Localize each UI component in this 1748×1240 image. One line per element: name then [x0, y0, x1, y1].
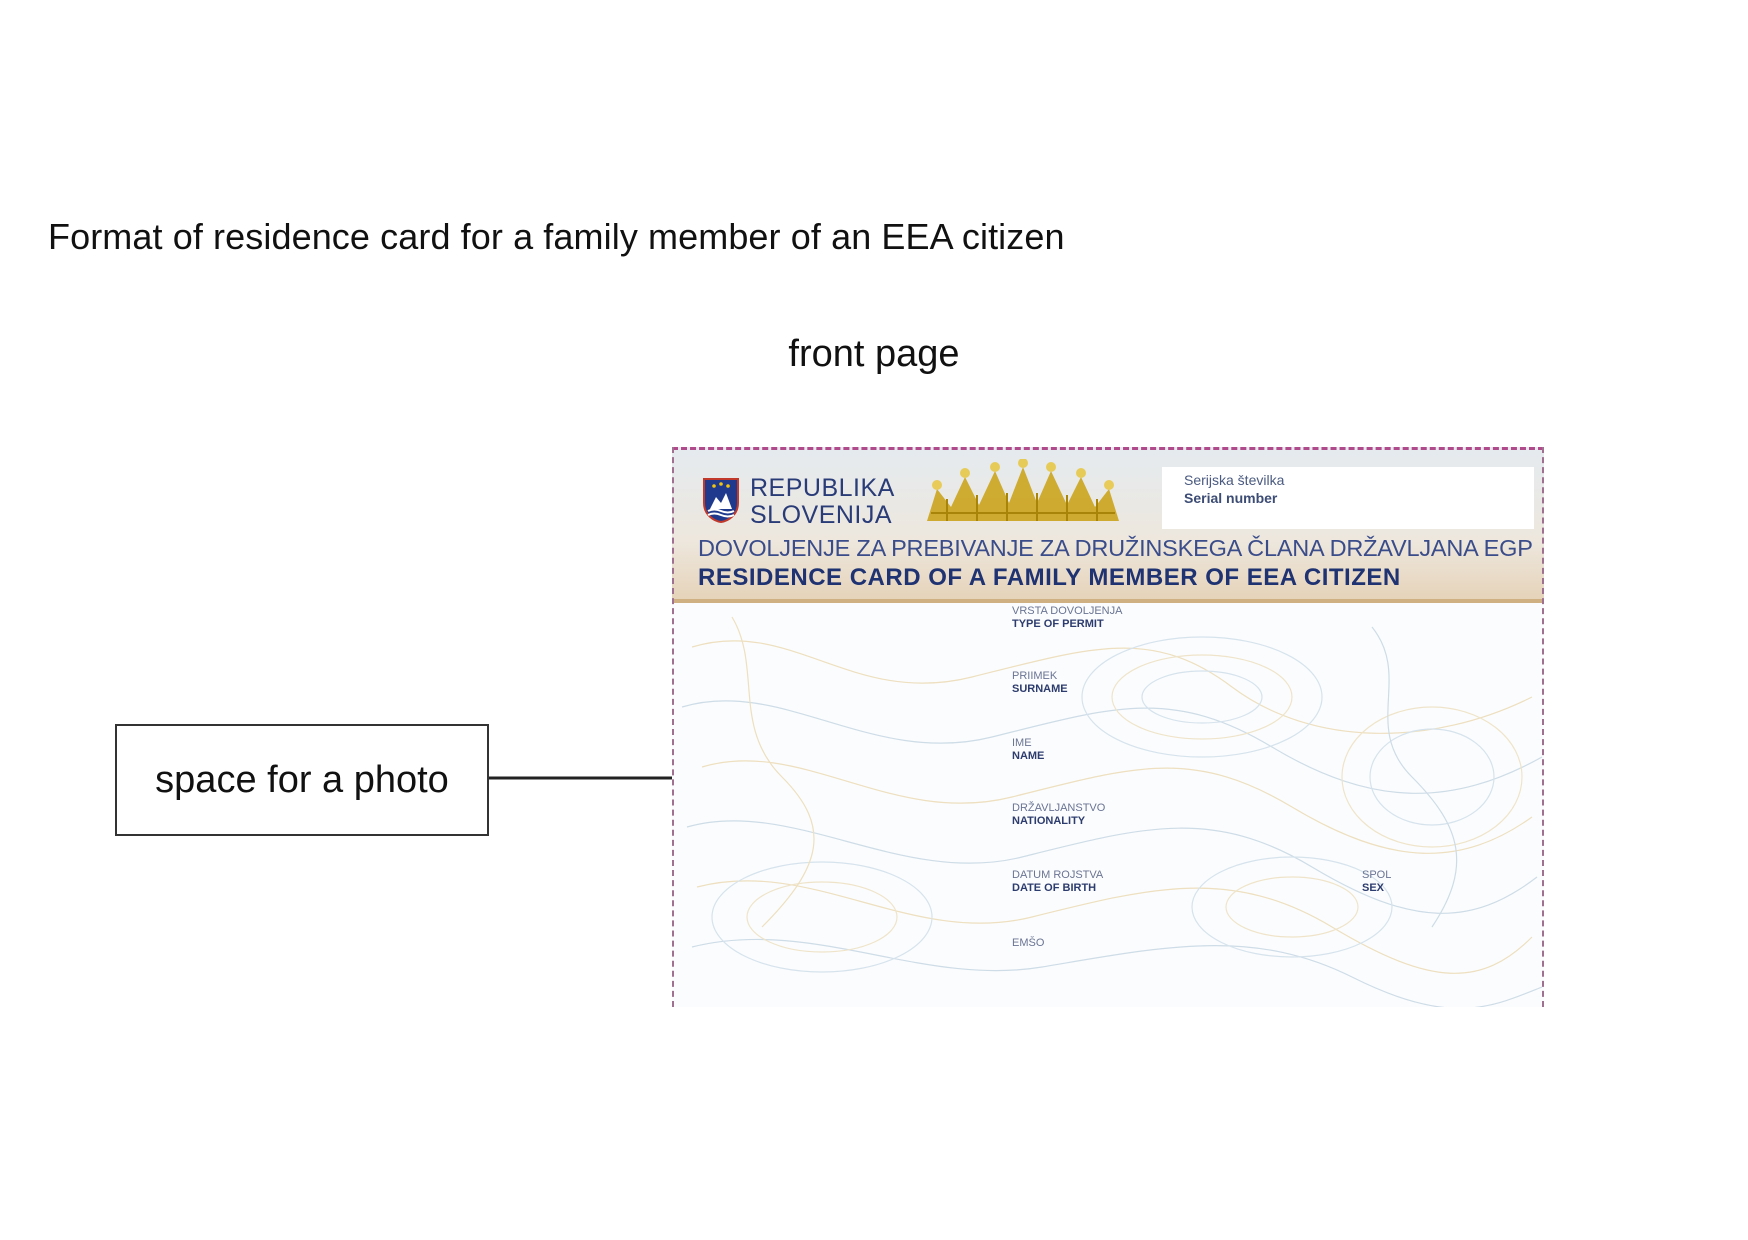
card-border-left — [672, 447, 674, 1007]
field-label-en: NAME — [1012, 750, 1045, 762]
field-surname — [1012, 670, 1068, 696]
card-border-right — [1542, 447, 1544, 1007]
field-label-sl: EMŠO — [1012, 937, 1045, 949]
front-page-label: front page — [788, 333, 960, 375]
document-heading: Format of residence card for a family member of an EEA citizen — [48, 216, 1065, 257]
country-name — [750, 475, 895, 529]
field-label-en: SEX — [1362, 882, 1385, 894]
field-date-of-birth — [1012, 869, 1103, 895]
serial-label-sl: Serijska številka — [1184, 472, 1285, 488]
gold-crown-ornament-icon — [917, 459, 1127, 531]
card-title-english: RESIDENCE CARD OF A FAMILY MEMBER OF EEA CITIZEN — [698, 564, 1401, 591]
field-label-sl: PRIIMEK — [1012, 670, 1058, 682]
photo-label-box — [115, 724, 489, 836]
card-band-divider — [672, 599, 1544, 603]
field-sex — [1362, 869, 1391, 895]
residence-card — [672, 447, 1544, 1007]
field-label-sl: DRŽAVLJANSTVO — [1012, 802, 1106, 814]
country-name-line1: REPUBLIKA — [750, 474, 895, 502]
field-label-en: TYPE OF PERMIT — [1012, 618, 1104, 630]
field-label-sl: IME — [1012, 737, 1032, 749]
field-name — [1012, 737, 1044, 763]
field-label-sl: DATUM ROJSTVA — [1012, 869, 1104, 881]
field-type-of-permit — [1012, 605, 1122, 631]
serial-number-label — [1184, 471, 1284, 507]
photo-label: space for a photo — [155, 758, 449, 801]
field-label-en: NATIONALITY — [1012, 815, 1086, 827]
field-nationality — [1012, 802, 1105, 828]
serial-label-en: Serial number — [1184, 490, 1278, 506]
country-name-line2: SLOVENIJA — [750, 501, 893, 529]
card-border-top — [672, 447, 1544, 450]
field-label-sl: VRSTA DOVOLJENJA — [1012, 605, 1123, 617]
field-label-sl: SPOL — [1362, 869, 1392, 881]
card-title-slovene: DOVOLJENJE ZA PREBIVANJE ZA DRUŽINSKEGA ČLANA DRŽAVLJANA EGP — [698, 535, 1533, 561]
field-label-en: SURNAME — [1012, 683, 1068, 695]
slovenia-coat-of-arms-icon — [702, 477, 740, 523]
field-emso — [1012, 937, 1044, 950]
field-label-en: DATE OF BIRTH — [1012, 882, 1097, 894]
